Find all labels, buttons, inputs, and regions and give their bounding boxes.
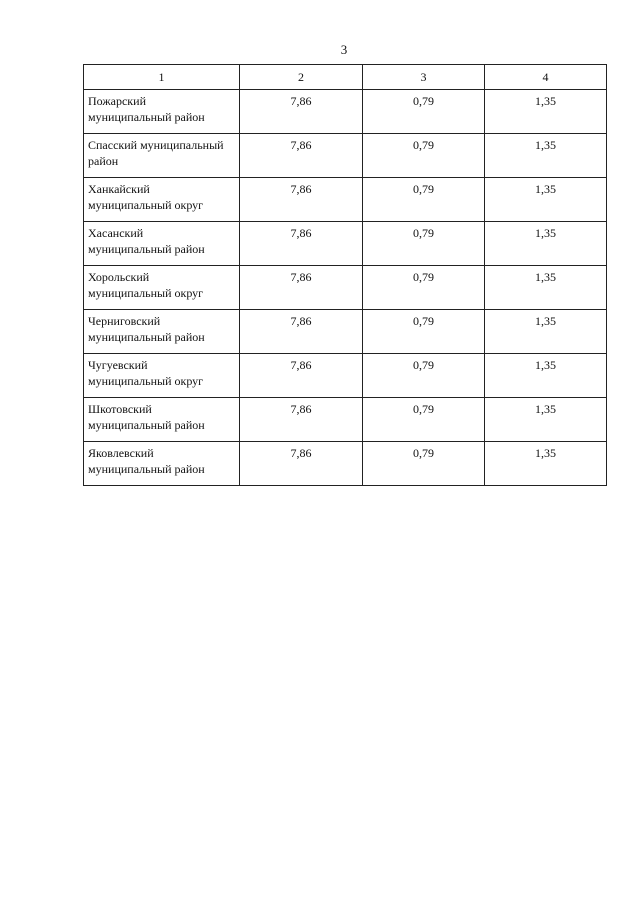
table-row <box>84 90 607 134</box>
table-row <box>84 178 607 222</box>
table-body <box>84 90 607 486</box>
page-number: 3 <box>340 42 348 57</box>
table-header <box>84 65 607 90</box>
municipality-name-cell <box>84 222 240 266</box>
value-col-2: 7,86 <box>240 222 363 266</box>
municipality-name-line: Хасанский <box>88 226 144 240</box>
header-col-4: 4 <box>485 65 607 90</box>
municipality-name-line: муниципальный район <box>88 242 205 256</box>
municipality-name-line: муниципальный район <box>88 110 205 124</box>
municipality-name-line: Черниговский <box>88 314 161 328</box>
value-col-4: 1,35 <box>485 222 607 266</box>
value-col-4: 1,35 <box>485 266 607 310</box>
value-col-4: 1,35 <box>485 134 607 178</box>
value-col-2: 7,86 <box>240 354 363 398</box>
table-row <box>84 222 607 266</box>
value-col-2: 7,86 <box>240 266 363 310</box>
value-col-4: 1,35 <box>485 90 607 134</box>
municipality-name-cell <box>84 310 240 354</box>
municipality-name-cell <box>84 398 240 442</box>
municipality-name-line: Чугуевский <box>88 358 148 372</box>
value-col-4: 1,35 <box>485 178 607 222</box>
value-col-3: 0,79 <box>363 398 485 442</box>
municipality-name-line: муниципальный округ <box>88 374 204 388</box>
table-row <box>84 398 607 442</box>
municipality-name-line: Шкотовский <box>88 402 152 416</box>
table-row <box>84 354 607 398</box>
value-col-3: 0,79 <box>363 310 485 354</box>
value-col-3: 0,79 <box>363 442 485 486</box>
municipality-name-line: муниципальный район <box>88 418 205 432</box>
value-col-3: 0,79 <box>363 178 485 222</box>
value-col-2: 7,86 <box>240 398 363 442</box>
municipality-name-cell <box>84 266 240 310</box>
municipality-name-line: Яковлевский <box>88 446 154 460</box>
value-col-3: 0,79 <box>363 90 485 134</box>
value-col-4: 1,35 <box>485 398 607 442</box>
municipality-name-line: Спасский муниципальный <box>88 138 224 152</box>
value-col-3: 0,79 <box>363 354 485 398</box>
table-row <box>84 134 607 178</box>
header-col-1: 1 <box>84 65 240 90</box>
municipality-name-cell <box>84 178 240 222</box>
table-row <box>84 310 607 354</box>
value-col-4: 1,35 <box>485 442 607 486</box>
table-row <box>84 442 607 486</box>
header-col-3: 3 <box>363 65 485 90</box>
municipality-name-cell <box>84 442 240 486</box>
header-row <box>84 65 607 90</box>
municipality-name-cell <box>84 90 240 134</box>
municipality-name-line: муниципальный район <box>88 330 205 344</box>
municipality-name-line: район <box>88 154 119 168</box>
municipality-name-line: муниципальный район <box>88 462 205 476</box>
header-col-2: 2 <box>240 65 363 90</box>
municipality-name-line: Хорольский <box>88 270 150 284</box>
value-col-2: 7,86 <box>240 134 363 178</box>
municipality-name-cell <box>84 354 240 398</box>
value-col-3: 0,79 <box>363 222 485 266</box>
value-col-4: 1,35 <box>485 354 607 398</box>
municipality-name-line: Пожарский <box>88 94 146 108</box>
municipality-name-cell <box>84 134 240 178</box>
value-col-3: 0,79 <box>363 134 485 178</box>
table-row <box>84 266 607 310</box>
value-col-3: 0,79 <box>363 266 485 310</box>
municipality-name-line: муниципальный округ <box>88 286 204 300</box>
value-col-2: 7,86 <box>240 310 363 354</box>
data-table <box>83 64 607 486</box>
municipality-name-line: Ханкайский <box>88 182 150 196</box>
value-col-2: 7,86 <box>240 442 363 486</box>
value-col-2: 7,86 <box>240 90 363 134</box>
value-col-4: 1,35 <box>485 310 607 354</box>
value-col-2: 7,86 <box>240 178 363 222</box>
municipality-name-line: муниципальный округ <box>88 198 204 212</box>
